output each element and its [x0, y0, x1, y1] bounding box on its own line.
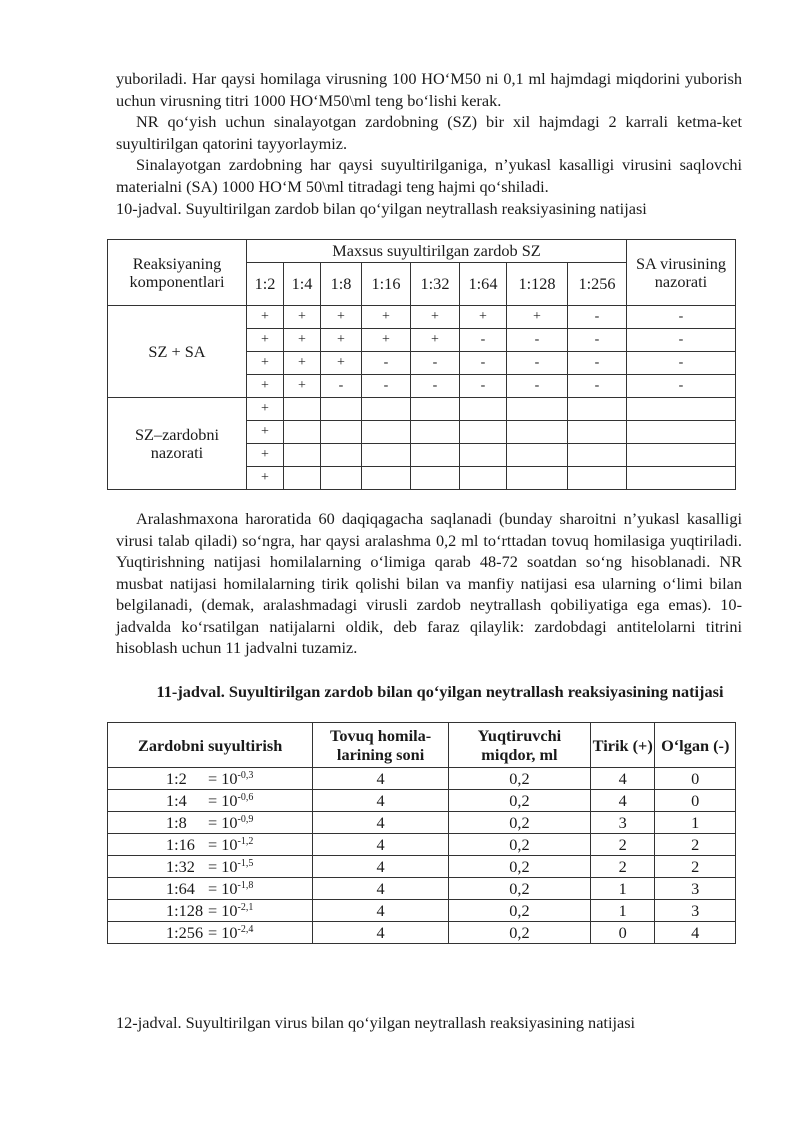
- result-cell: [568, 421, 627, 444]
- cell-alive: 2: [590, 834, 655, 856]
- dilution-ratio: 1:256: [166, 923, 204, 942]
- result-cell: [627, 467, 736, 490]
- serum-control-group-label: SZ–zardobni nazorati: [108, 398, 247, 490]
- result-cell: [321, 398, 362, 421]
- table10-caption: 10-jadval. Suyultirilgan zardob bilan qo‘yilgan neytrallash reaksiyasining natijasi: [116, 199, 647, 218]
- result-cell: +: [284, 329, 321, 352]
- cell-dead: 1: [655, 812, 736, 834]
- cell-count: 4: [313, 834, 449, 856]
- result-cell: +: [247, 375, 284, 398]
- result-cell: -: [568, 352, 627, 375]
- dilution-power: = 10: [208, 791, 238, 810]
- result-cell: -: [568, 375, 627, 398]
- result-cell: [284, 467, 321, 490]
- result-cell: +: [247, 329, 284, 352]
- result-cell: +: [411, 329, 460, 352]
- table-row: [108, 812, 736, 834]
- dilution-header: 1:32: [411, 263, 460, 306]
- dilution-power: = 10: [208, 813, 238, 832]
- result-cell: [568, 398, 627, 421]
- result-cell: [507, 398, 568, 421]
- result-cell: +: [247, 352, 284, 375]
- dilution-cell: [108, 878, 313, 900]
- serum-virus-group-label: SZ + SA: [108, 306, 247, 398]
- dilution-ratio: 1:2: [166, 769, 187, 788]
- dilution-cell: [108, 834, 313, 856]
- table12-caption: 12-jadval. Suyultirilgan virus bilan qo‘yilgan neytrallash reaksiyasining natijasi: [116, 1013, 636, 1032]
- dilution-power: = 10: [208, 901, 238, 920]
- dilution-power: = 10: [208, 857, 238, 876]
- result-cell: +: [247, 421, 284, 444]
- dilution-ratio: 1:128: [166, 901, 204, 920]
- result-cell: [568, 444, 627, 467]
- result-cell: +: [460, 306, 507, 329]
- cell-dead: 0: [655, 768, 736, 790]
- result-cell: -: [568, 306, 627, 329]
- cell-dead: 2: [655, 856, 736, 878]
- dilution-header: 1:8: [321, 263, 362, 306]
- result-cell: [321, 467, 362, 490]
- cell-dead: 3: [655, 878, 736, 900]
- dilution-power: = 10: [208, 769, 238, 788]
- result-cell: -: [411, 375, 460, 398]
- cell-alive: 4: [590, 768, 655, 790]
- serum-virus-group-row: [108, 306, 736, 329]
- table-row: [108, 834, 736, 856]
- result-cell: [568, 467, 627, 490]
- result-cell: -: [627, 329, 736, 352]
- result-cell: -: [460, 352, 507, 375]
- cell-count: 4: [313, 900, 449, 922]
- cell-count: 4: [313, 812, 449, 834]
- result-cell: +: [321, 352, 362, 375]
- paragraph-sa-addition: Sinalayotgan zardobning har qaysi suyultirilganiga, n’yukasl kasalligi virusini saqlovchi materialni (SA) 1000 HO‘M 50\ml titradagi teng hajmi qo‘shiladi.: [116, 155, 742, 196]
- table-10: [107, 239, 736, 490]
- result-cell: [507, 467, 568, 490]
- dilution-ratio: 1:16: [166, 835, 195, 854]
- cell-dose: 0,2: [448, 812, 590, 834]
- dilution-header: 1:16: [362, 263, 411, 306]
- cell-alive: 3: [590, 812, 655, 834]
- dilution-header: 1:64: [460, 263, 507, 306]
- cell-alive: 1: [590, 878, 655, 900]
- result-cell: -: [627, 352, 736, 375]
- result-cell: +: [284, 375, 321, 398]
- result-cell: +: [411, 306, 460, 329]
- dilution-exponent: -2,1: [237, 902, 254, 913]
- result-cell: -: [460, 375, 507, 398]
- dilution-cell: [108, 790, 313, 812]
- cell-dose: 0,2: [448, 922, 590, 944]
- result-cell: [362, 444, 411, 467]
- cell-dose: 0,2: [448, 790, 590, 812]
- cell-count: 4: [313, 878, 449, 900]
- result-cell: +: [247, 444, 284, 467]
- dilution-exponent: -0,9: [237, 814, 254, 825]
- dilution-header: 1:256: [568, 263, 627, 306]
- dilution-ratio: 1:8: [166, 813, 187, 832]
- result-cell: [411, 398, 460, 421]
- dilution-power: = 10: [208, 923, 238, 942]
- dilution-exponent: -0,6: [237, 792, 254, 803]
- dilution-exponent: -1,5: [237, 858, 254, 869]
- cell-dose: 0,2: [448, 900, 590, 922]
- table-row: [108, 768, 736, 790]
- result-cell: -: [411, 352, 460, 375]
- result-cell: [627, 444, 736, 467]
- result-cell: [411, 467, 460, 490]
- result-cell: +: [321, 329, 362, 352]
- result-cell: [460, 421, 507, 444]
- dilution-exponent: -1,2: [237, 836, 254, 847]
- result-cell: [411, 444, 460, 467]
- result-cell: [627, 398, 736, 421]
- result-cell: +: [507, 306, 568, 329]
- result-cell: [627, 421, 736, 444]
- header-components: Reaksiyaning komponentlari: [108, 240, 247, 306]
- table-row: [108, 790, 736, 812]
- cell-alive: 4: [590, 790, 655, 812]
- result-cell: +: [247, 306, 284, 329]
- table11-header: Tirik (+): [590, 723, 655, 768]
- paragraph-nr-series: NR qo‘yish uchun sinalayotgan zardobning (SZ) bir xil hajmdagi 2 karrali ketma-ket suyultirilgan qatorini tayyorlaymiz.: [116, 112, 742, 153]
- result-cell: +: [362, 329, 411, 352]
- cell-dose: 0,2: [448, 768, 590, 790]
- result-cell: +: [321, 306, 362, 329]
- result-cell: [411, 421, 460, 444]
- table-row: [108, 900, 736, 922]
- header-virus-control: SA virusining nazorati: [627, 240, 736, 306]
- result-cell: [362, 467, 411, 490]
- paragraph-procedure: Aralashmaxona haroratida 60 daqiqagacha saqlanadi (bunday sharoitni n’yukasl kasalligi virusi talab qiladi) so‘ngra, har qaysi aralashma 0,2 ml to‘rttadan tovuq homilasiga yuqtiriladi. Yuqtirishning natijasi homilalarning o‘limiga qarab 48-72 soatdan so‘ng hisoblanadi. NR musbat natijasi homilalarning tirik qolishi bilan va manfiy natijasi esa ularning o‘limi bilan belgilanadi, (demak, aralashmadagi virusli zardob neytrallash qobiliyatiga ega emas). 10-jadvalda ko‘rsatilgan natijalarni oldik, deb faraz qilaylik: zardobdagi antitelolarni titrini hisoblash uchun 11 jadvalni tuzamiz.: [116, 509, 742, 657]
- result-cell: [507, 444, 568, 467]
- result-cell: [321, 421, 362, 444]
- result-cell: -: [362, 352, 411, 375]
- dilution-header: 1:128: [507, 263, 568, 306]
- dilution-power: = 10: [208, 835, 238, 854]
- result-cell: +: [362, 306, 411, 329]
- table11-header: O‘lgan (-): [655, 723, 736, 768]
- cell-dead: 2: [655, 834, 736, 856]
- result-cell: [507, 421, 568, 444]
- result-cell: -: [362, 375, 411, 398]
- table-row: [108, 878, 736, 900]
- cell-alive: 1: [590, 900, 655, 922]
- dilution-header: 1:2: [247, 263, 284, 306]
- cell-count: 4: [313, 922, 449, 944]
- cell-alive: 2: [590, 856, 655, 878]
- result-cell: +: [284, 352, 321, 375]
- cell-alive: 0: [590, 922, 655, 944]
- table11-caption: 11-jadval. Suyultirilgan zardob bilan qo‘yilgan neytrallash reaksiyasining natijasi: [156, 682, 724, 701]
- result-cell: -: [460, 329, 507, 352]
- dilution-cell: [108, 768, 313, 790]
- dilution-exponent: -1,8: [237, 880, 254, 891]
- result-cell: [284, 398, 321, 421]
- cell-dead: 3: [655, 900, 736, 922]
- result-cell: [460, 467, 507, 490]
- cell-dose: 0,2: [448, 878, 590, 900]
- result-cell: -: [321, 375, 362, 398]
- result-cell: +: [247, 467, 284, 490]
- dilution-cell: [108, 812, 313, 834]
- result-cell: -: [507, 352, 568, 375]
- dilution-cell: [108, 900, 313, 922]
- result-cell: +: [284, 306, 321, 329]
- result-cell: [362, 398, 411, 421]
- dilution-ratio: 1:32: [166, 857, 195, 876]
- result-cell: -: [627, 375, 736, 398]
- dilution-header: 1:4: [284, 263, 321, 306]
- result-cell: -: [568, 329, 627, 352]
- table11-header: Zardobni suyultirish: [108, 723, 313, 768]
- result-cell: [321, 444, 362, 467]
- result-cell: +: [247, 398, 284, 421]
- result-cell: -: [627, 306, 736, 329]
- cell-dose: 0,2: [448, 834, 590, 856]
- serum-control-group-row: [108, 398, 736, 421]
- cell-dead: 4: [655, 922, 736, 944]
- dilution-exponent: -0,3: [237, 770, 254, 781]
- result-cell: [284, 444, 321, 467]
- result-cell: -: [507, 329, 568, 352]
- table-11: [107, 722, 736, 944]
- result-cell: [460, 398, 507, 421]
- table-row: [108, 922, 736, 944]
- result-cell: [284, 421, 321, 444]
- cell-count: 4: [313, 768, 449, 790]
- result-cell: [362, 421, 411, 444]
- cell-dead: 0: [655, 790, 736, 812]
- table-row: [108, 856, 736, 878]
- cell-count: 4: [313, 856, 449, 878]
- dilution-cell: [108, 922, 313, 944]
- result-cell: -: [507, 375, 568, 398]
- dilution-cell: [108, 856, 313, 878]
- header-serum-dilution: Maxsus suyultirilgan zardob SZ: [247, 240, 627, 263]
- result-cell: [460, 444, 507, 467]
- cell-dose: 0,2: [448, 856, 590, 878]
- dilution-power: = 10: [208, 879, 238, 898]
- cell-count: 4: [313, 790, 449, 812]
- table11-header: Tovuq homila-larining soni: [313, 723, 449, 768]
- paragraph-intro: yuboriladi. Har qaysi homilaga virusning 100 HO‘M50 ni 0,1 ml hajmdagi miqdorini yuborish uchun virusning titri 1000 HO‘M50\ml teng bo‘lishi kerak.: [116, 69, 742, 110]
- dilution-exponent: -2,4: [237, 924, 254, 935]
- table11-header: Yuqtiruvchi miqdor, ml: [448, 723, 590, 768]
- dilution-ratio: 1:64: [166, 879, 195, 898]
- dilution-ratio: 1:4: [166, 791, 187, 810]
